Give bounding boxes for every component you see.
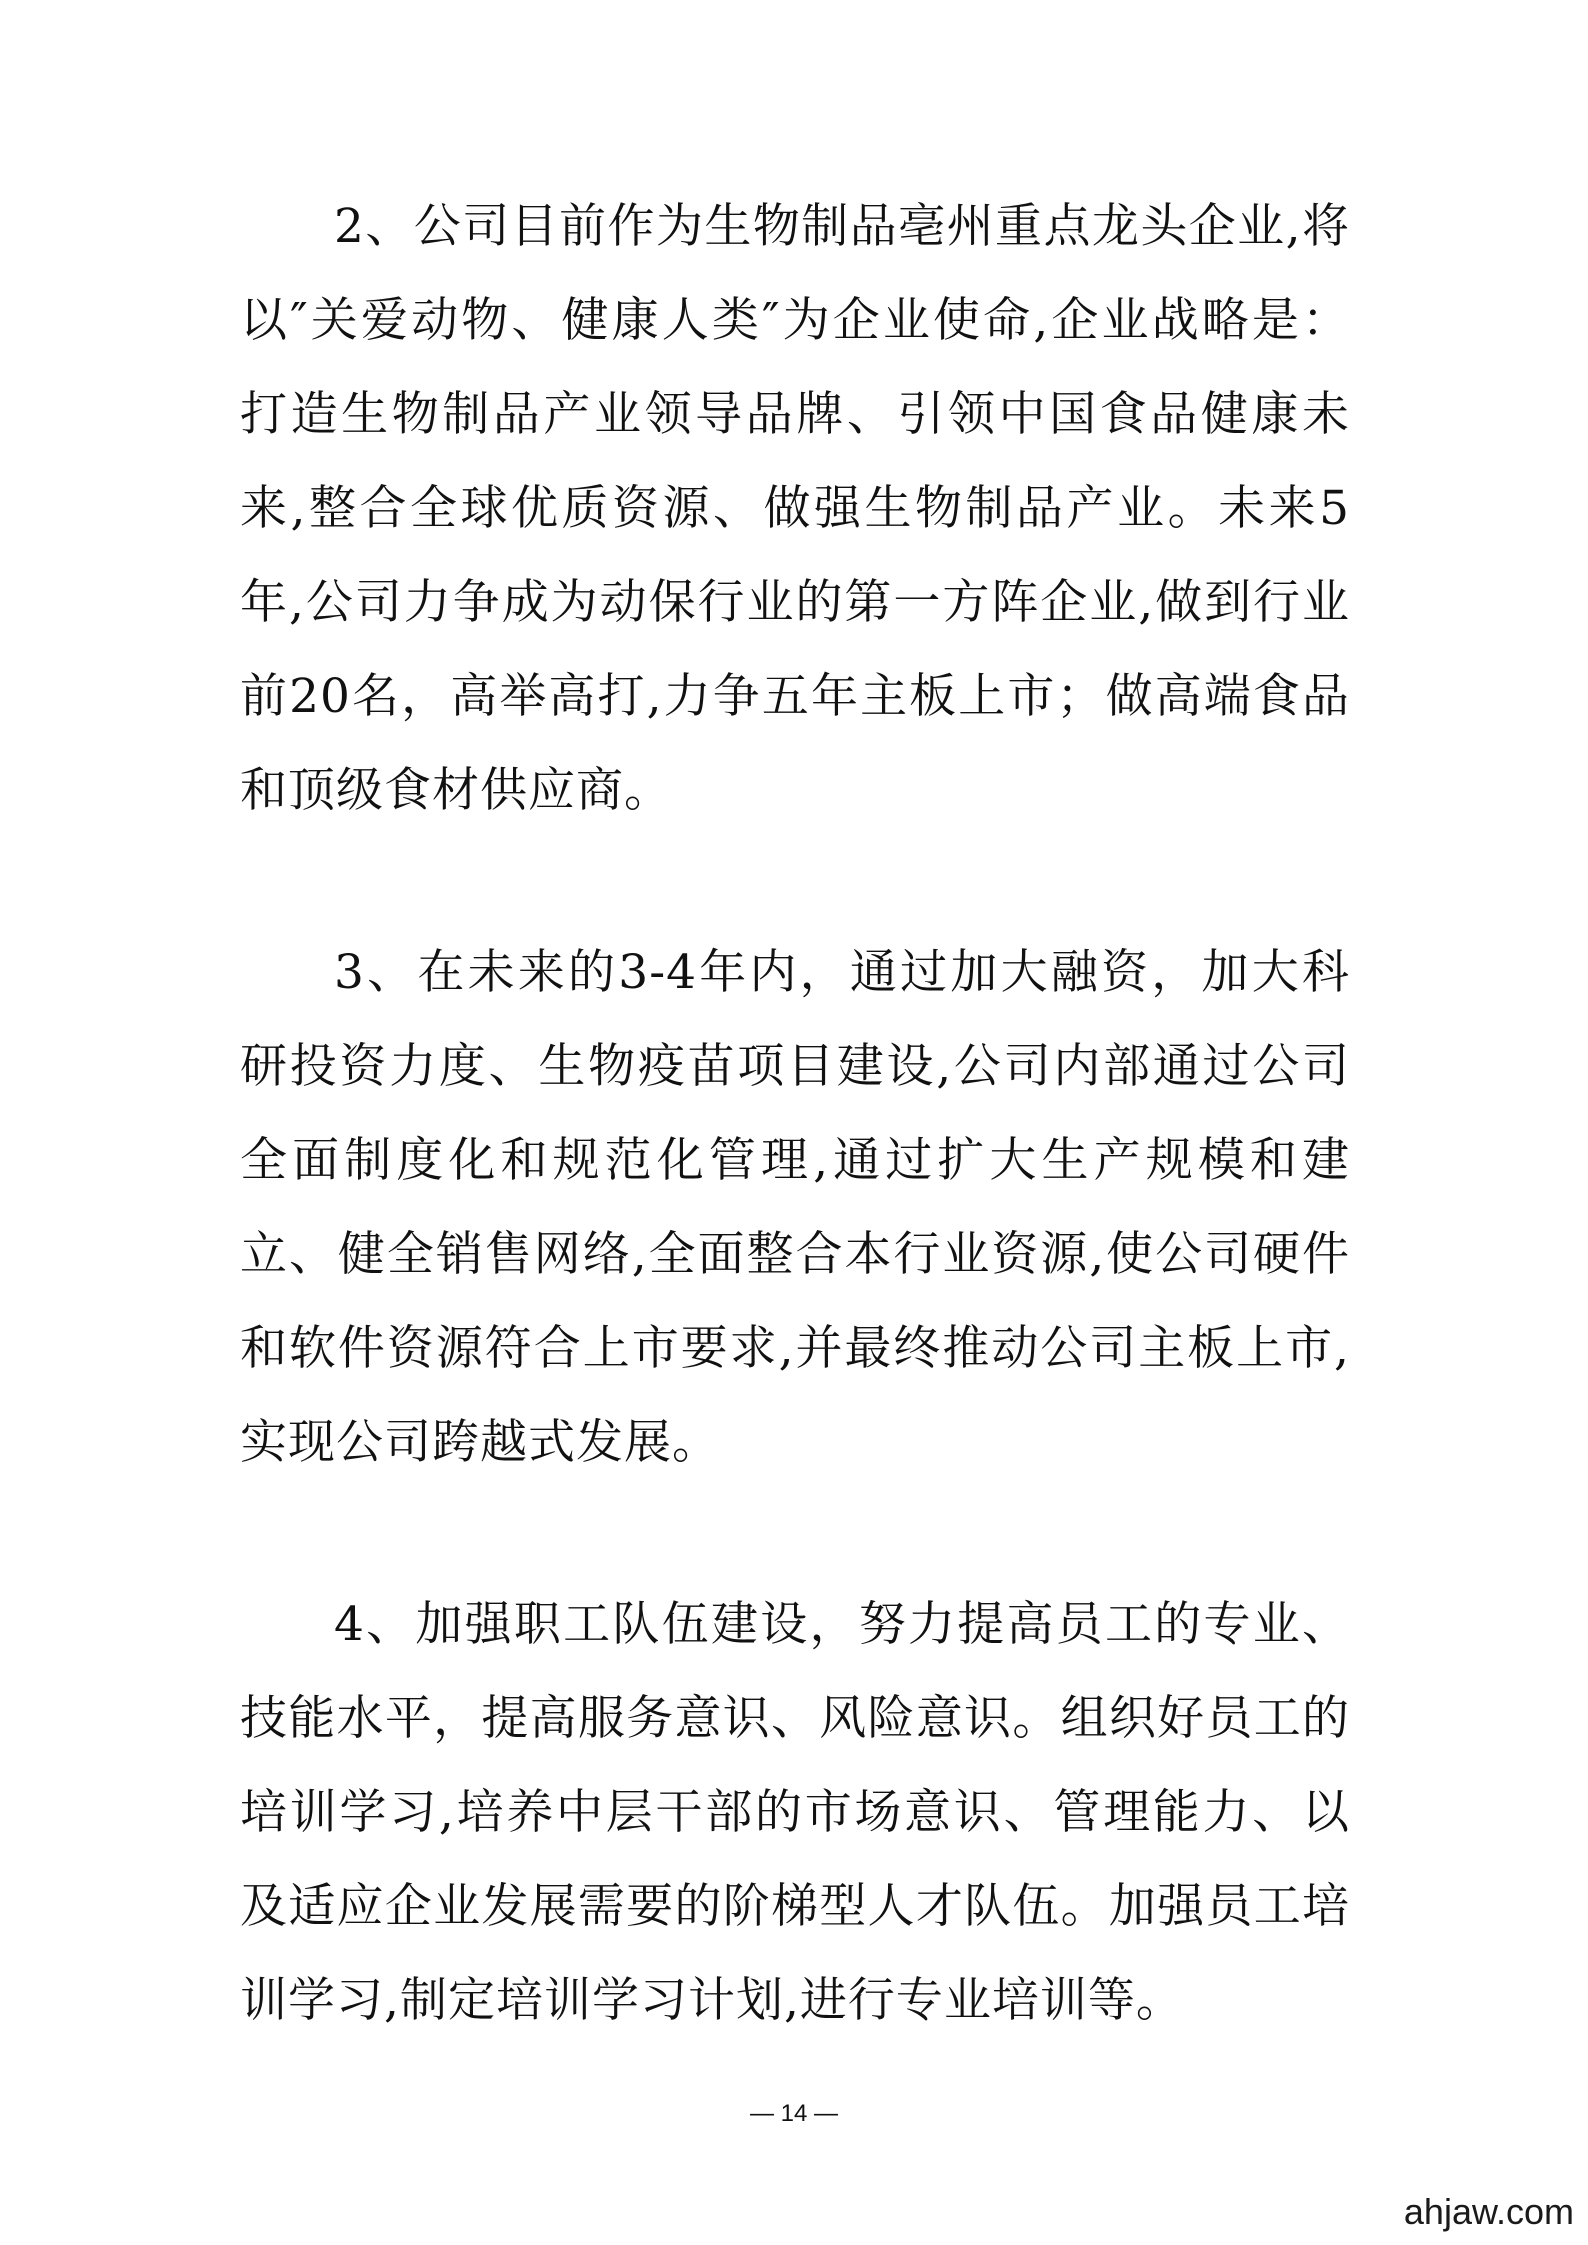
- paragraph-2: 2、公司目前作为生物制品亳州重点龙头企业,将以″关爱动物、健康人类″为企业使命,企业战略是： 打造生物制品产业领导品牌、引领中国食品健康未来,整合全球优质资源、做强生物制品产业。未来5年,公司力争成为动保行业的第一方阵企业,做到行业前20名，高举高打,力争五年主板上市；做高端食品和顶级食材供应商。: [240, 199, 1350, 818]
- body-text: [240, 180, 1350, 2136]
- site-watermark: ahjaw.com: [1403, 2191, 1574, 2232]
- page-number: — 14 —: [749, 2100, 839, 2127]
- paragraph-4: 4、加强职工队伍建设，努力提高员工的专业、技能水平，提高服务意识、风险意识。组织好员工的培训学习,培养中层干部的市场意识、管理能力、以及适应企业发展需要的阶梯型人才队伍。加强员工培训学习,制定培训学习计划,进行专业培训等。: [240, 1597, 1350, 2028]
- paragraph-3: 3、在未来的3-4年内，通过加大融资，加大科研投资力度、生物疫苗项目建设,公司内部通过公司全面制度化和规范化管理,通过扩大生产规模和建立、健全销售网络,全面整合本行业资源,使公司硬件和软件资源符合上市要求,并最终推动公司主板上市,实现公司跨越式发展。: [240, 945, 1350, 1470]
